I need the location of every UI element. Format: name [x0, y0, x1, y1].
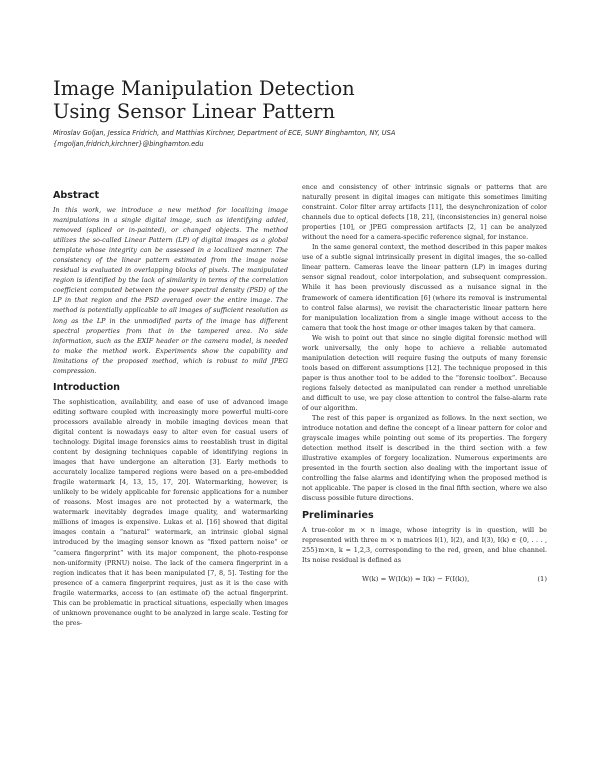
introduction-heading: Introduction	[53, 381, 120, 393]
author-emails: {mgoljan,fridrich,kirchner}@binghamton.edu	[53, 140, 204, 148]
equation-expression: W(k) = W(I(k)) = I(k) − F(I(k)),	[362, 574, 470, 583]
title-line-2: Using Sensor Linear Pattern	[53, 100, 336, 123]
preliminaries-paragraph: A true-color m × n image, whose integrity is in question, will be represented with three m × n matrices I(1), I(2), and I(3), I(k) ∈ {0, . . . , 255}m×n, k = 1,2,3, corresponding to the red, green, and blue channel. Its noise residual is defined as	[302, 525, 547, 564]
preliminaries-heading: Preliminaries	[302, 509, 374, 521]
author-names: Miroslav Goljan, Jessica Fridrich, and Matthias Kirchner, Department of ECE, SUNY Binghamton, NY, USA	[53, 129, 396, 137]
equation-number: (1)	[537, 574, 547, 583]
paper-title	[53, 77, 533, 123]
intro-paragraph-4: The rest of this paper is organized as follows. In the next section, we introduce notation and define the concept of a linear pattern for color and grayscale images while pointing out some of its properties. The forgery detection method itself is described in the third section with a few illustrative examples of forgery localization. Numerous experiments are presented in the fourth section also dealing with the important issue of controlling the false alarms and identifying when the proposed method is not applicable. The paper is closed in the final fifth section, where we also discuss possible future directions.	[302, 414, 547, 503]
equation-1	[302, 573, 547, 585]
intro-paragraph-2: In the same general context, the method described in this paper makes use of a subtle signal intrinsically present in digital images, the so-called linear pattern. Cameras leave the linear pattern (LP) in images during sensor signal readout, color interpolation, and subsequent compression. While it has been previously discussed as a nuisance signal in the framework of camera identification [6] (where its removal is instrumental to control false alarms), we revisit the characteristic linear pattern here for manipulation localization from a single image without access to the camera that took the host image or other images taken by that camera.	[302, 243, 547, 332]
left-column	[53, 190, 288, 628]
author-block	[53, 128, 553, 150]
right-column	[302, 182, 547, 585]
abstract-heading: Abstract	[53, 190, 100, 201]
intro-paragraph-continued: ence and consistency of other intrinsic signals or patterns that are naturally present in digital images can mitigate this sometimes limiting constraint. Color filter array artifacts [11], the desynchronization of color channels due to optical defects [18, 21], (inconsistencies in) general noise properties [10], or JPEG compression artifacts [2, 1] can be analyzed without the need for a camera-specific reference signal, for instance.	[302, 183, 547, 242]
introduction-paragraph: The sophistication, availability, and ease of use of advanced image editing software coupled with increasingly more powerful multi-core processors available already in mobile imaging devices mean that digital content is nowadays easy to alter even for casual users of technology. Digital image forensics aims to reestablish trust in digital content by designing techniques capable of identifying regions in images that have undergone an alteration [3]. Early methods to accurately localize tampered regions were based on a pre-embedded fragile watermark [4, 13, 15, 17, 20]. Watermarking, however, is unlikely to be widely applicable for forensic applications for a number of reasons. Most images are not protected by a watermark, the watermark inevitably degrades image quality, and watermarking millions of images is expensive. Lukas et al. [16] showed that digital images contain a “natural” watermark, an intrinsic global signal introduced by the imaging sensor known as “fixed pattern noise” or “camera fingerprint” with its major component, the photo-response non-uniformity (PRNU) noise. The lack of the camera fingerprint in a region indicates that it has been manipulated [7, 8, 5]. Testing for the presence of a camera fingerprint requires, just as it is the case with fragile watermarks, access to (an estimate of) the actual fingerprint. This can be problematic in practical situations, especially when images of unknown provenance ought to be analyzed in large scale. Testing for the pres-	[53, 397, 288, 627]
abstract-text: In this work, we introduce a new method for localizing image manipulations in a single digital image, such as identifying added, removed (spliced or in-painted), or changed objects. The method utilizes the so-called Linear Pattern (LP) of digital images as a global template whose integrity can be assessed in a localized manner. The consistency of the linear pattern estimated from the image noise residual is evaluated in overlapping blocks of pixels. The manipulated region is identified by the lack of similarity in terms of the correlation coefficient computed between the power spectral density (PSD) of the LP in that region and the PSD averaged over the entire image. The method is potentially applicable to all images of sufficient resolution as long as the LP in the unmodified parts of the image has different spectral properties from that in the tampered area. No side information, such as the EXIF header or the camera model, is needed to make the method work. Experiments show the capability and limitations of the proposed method, which is robust to mild JPEG compression.	[53, 206, 288, 375]
title-line-1: Image Manipulation Detection	[53, 77, 355, 100]
intro-paragraph-3: We wish to point out that since no single digital forensic method will work universally, the only hope to achieve a reliable automated manipulation detection will require fusing the outputs of many forensic tools based on different assumptions [12]. The technique proposed in this paper is thus another tool to be added to the “forensic toolbox”. Because regions falsely detected as manipulated can render a method unreliable and difficult to use, we pay close attention to control the false-alarm rate of our algorithm.	[302, 333, 547, 413]
